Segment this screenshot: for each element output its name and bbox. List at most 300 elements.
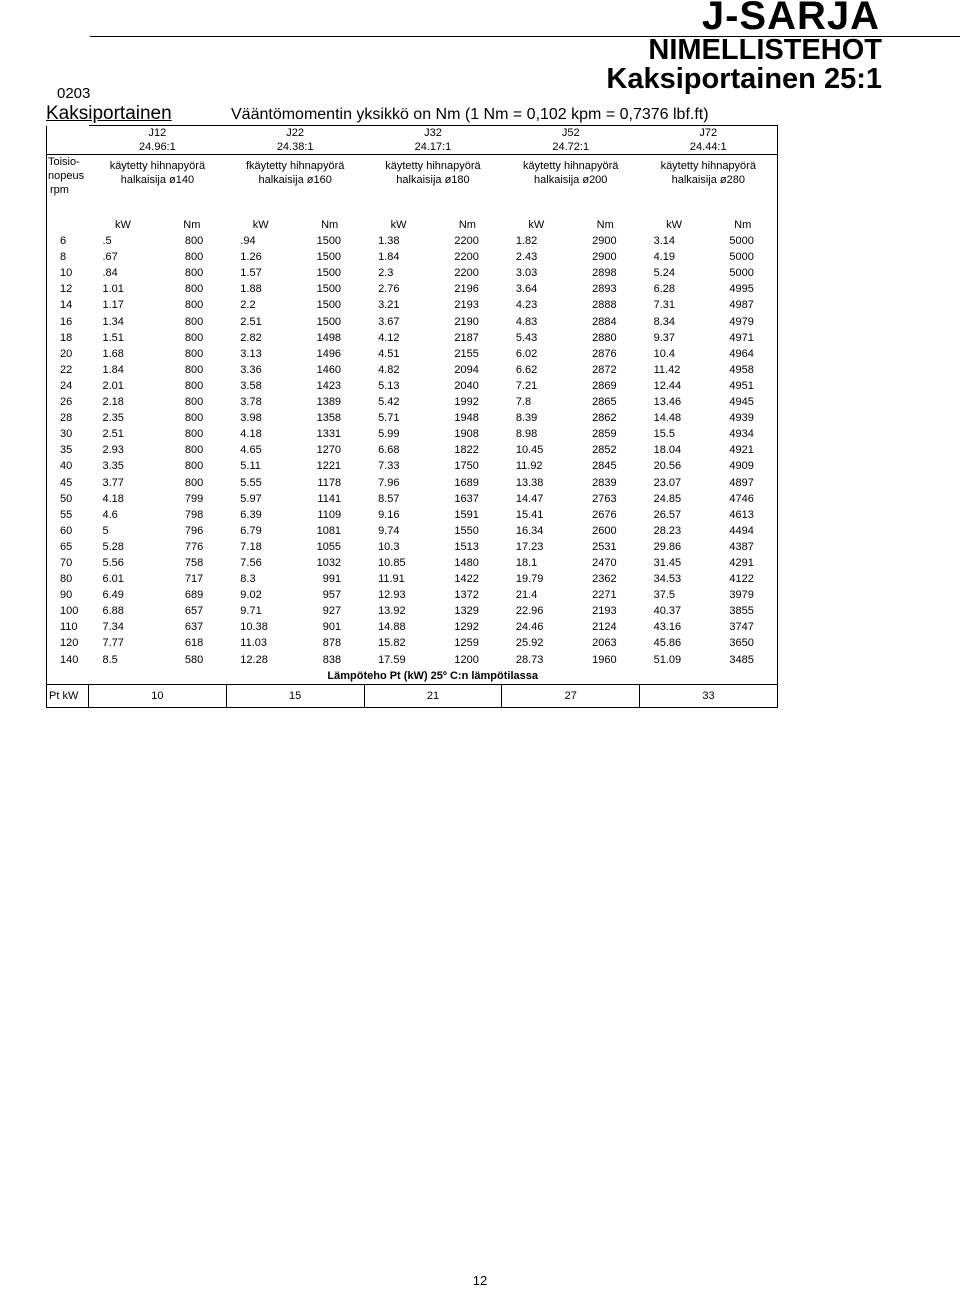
- kw-value: 28.73: [515, 653, 544, 666]
- pulley-desc: [226, 155, 364, 188]
- nm-value: 1292: [454, 621, 479, 634]
- kw-value: 3.13: [240, 347, 262, 360]
- kw-value: 9.37: [653, 331, 676, 344]
- nm-value: 2470: [592, 556, 617, 569]
- kw-value: 12.93: [378, 589, 406, 602]
- kw-value: 6.01: [102, 573, 124, 586]
- nm-value: 758: [184, 556, 204, 569]
- nm-value: 2876: [592, 347, 617, 360]
- nm-value: 4951: [709, 378, 778, 394]
- rpm-value: 45: [47, 475, 89, 491]
- nm-value: 927: [322, 605, 342, 618]
- kw-value: 3.77: [102, 476, 124, 489]
- nm-value: 1500: [316, 315, 342, 328]
- kw-value: 23.07: [653, 476, 682, 489]
- nm-value: 1480: [454, 556, 479, 569]
- nm-value: 4613: [709, 507, 778, 523]
- nm-value: 1500: [316, 299, 342, 312]
- table-row: [47, 314, 778, 330]
- nm-value: 800: [184, 331, 204, 344]
- kw-value: 1.34: [102, 315, 124, 328]
- table-row: [47, 555, 778, 571]
- model-ratio: 24.38:1: [276, 141, 314, 153]
- nm-value: 4494: [709, 523, 778, 539]
- kw-value: 13.38: [515, 476, 544, 489]
- pulley-desc-line2: halkaisija ø160: [258, 174, 332, 186]
- pulley-desc-line2: halkaisija ø200: [534, 174, 608, 186]
- nm-value: 1423: [316, 379, 342, 392]
- pt-row: [47, 684, 778, 707]
- kw-value: 5.43: [515, 331, 538, 344]
- nm-value: 2063: [592, 637, 617, 650]
- nm-value: 1270: [316, 444, 342, 457]
- nm-value: 1460: [316, 363, 342, 376]
- rpm-value: 50: [47, 491, 89, 507]
- nm-value: 2763: [592, 492, 617, 505]
- kw-value: 4.6: [102, 508, 118, 521]
- kw-value: 8.98: [515, 428, 538, 441]
- rpm-value: 10: [47, 265, 89, 281]
- nm-value: 1496: [316, 347, 342, 360]
- kw-value: 1.17: [102, 299, 124, 312]
- kw-value: 5: [102, 524, 109, 537]
- nm-value: 3650: [709, 635, 778, 651]
- model-name: J52: [502, 126, 640, 141]
- nm-value: 1055: [316, 540, 342, 553]
- nm-value: 1750: [454, 460, 479, 473]
- kw-value: 9.74: [378, 524, 400, 537]
- kw-value: 22.96: [515, 605, 544, 618]
- table-row: [47, 507, 778, 523]
- kw-value: 6.88: [102, 605, 124, 618]
- kw-value: 9.02: [240, 589, 262, 602]
- model-ratio-row: [47, 140, 778, 155]
- nm-value: 2531: [592, 540, 617, 553]
- table-row: [47, 265, 778, 281]
- nm-value: 2094: [454, 363, 479, 376]
- rpm-value: 140: [47, 652, 89, 668]
- kw-value: .67: [102, 251, 118, 264]
- unit-nm: Nm: [709, 217, 778, 233]
- nm-value: 1141: [317, 492, 342, 505]
- nm-value: 2200: [454, 267, 479, 280]
- nm-value: 1221: [316, 460, 342, 473]
- rpm-value: 120: [47, 635, 89, 651]
- kw-value: 15.5: [653, 428, 676, 441]
- kw-value: 34.53: [653, 573, 682, 586]
- kw-value: 11.03: [240, 637, 267, 650]
- nm-value: 2839: [592, 476, 617, 489]
- rpm-value: 18: [47, 330, 89, 346]
- rpm-value: 30: [47, 426, 89, 442]
- rpm-value: 80: [47, 571, 89, 587]
- heat-rating-row: [47, 668, 778, 685]
- nm-value: 1372: [454, 589, 479, 602]
- table-row: [47, 458, 778, 474]
- kw-value: 13.92: [378, 605, 406, 618]
- unit-kw: kW: [252, 219, 269, 231]
- kw-value: 4.65: [240, 444, 262, 457]
- nm-value: 2884: [592, 315, 617, 328]
- kw-value: 7.34: [102, 621, 124, 634]
- table-row: [47, 330, 778, 346]
- table-row: [47, 249, 778, 265]
- unit-nm: Nm: [458, 219, 476, 231]
- rpm-value: 28: [47, 410, 89, 426]
- nm-value: 3979: [709, 587, 778, 603]
- table-row: [47, 619, 778, 635]
- kw-value: 11.91: [378, 573, 405, 586]
- nm-value: 1259: [454, 637, 479, 650]
- kw-value: 29.86: [653, 540, 682, 553]
- kw-value: 4.83: [515, 315, 538, 328]
- kw-value: 6.28: [653, 283, 676, 296]
- nm-value: 901: [322, 621, 342, 634]
- nm-value: 1081: [316, 524, 342, 537]
- kw-value: 9.71: [240, 605, 262, 618]
- pulley-desc: [364, 155, 502, 188]
- table-row: [47, 635, 778, 651]
- pulley-desc-line1: käytetty hihnapyörä: [523, 160, 619, 172]
- nm-value: 689: [184, 589, 204, 602]
- nm-value: 4921: [709, 442, 778, 458]
- rpm-value: 35: [47, 442, 89, 458]
- nm-value: 2900: [592, 251, 617, 264]
- pulley-desc: [502, 155, 640, 188]
- kw-value: 7.96: [378, 476, 400, 489]
- nm-value: 2869: [592, 379, 617, 392]
- nm-value: 838: [322, 653, 342, 666]
- kw-value: 7.33: [378, 460, 400, 473]
- kw-value: 7.18: [240, 540, 262, 553]
- kw-value: 10.3: [378, 540, 400, 553]
- kw-value: 24.46: [515, 621, 544, 634]
- nm-value: 2676: [592, 508, 617, 521]
- nm-value: 2880: [592, 331, 617, 344]
- kw-value: 6.39: [240, 508, 262, 521]
- nm-value: 2196: [454, 283, 479, 296]
- pulley-desc: [640, 155, 778, 188]
- nm-value: 1637: [454, 492, 479, 505]
- kw-value: 40.37: [653, 605, 682, 618]
- nm-value: 800: [184, 460, 204, 473]
- nm-value: 1822: [454, 444, 479, 457]
- nm-value: 4971: [709, 330, 778, 346]
- kw-value: 10.45: [515, 444, 544, 457]
- kw-value: 12.44: [653, 379, 682, 392]
- nm-value: 1591: [454, 508, 479, 521]
- unit-nm: Nm: [183, 219, 201, 231]
- table-row: [47, 378, 778, 394]
- kw-value: 13.46: [653, 396, 682, 409]
- rpm-value: 100: [47, 603, 89, 619]
- kw-value: 3.98: [240, 412, 262, 425]
- kw-value: 7.21: [515, 379, 538, 392]
- nm-value: 4122: [709, 571, 778, 587]
- spacer-row: [47, 187, 778, 217]
- nm-value: 991: [322, 573, 342, 586]
- pulley-row: [47, 155, 778, 188]
- kw-value: 6.49: [102, 589, 124, 602]
- table-row: [47, 362, 778, 378]
- nm-value: 2124: [592, 621, 617, 634]
- unit-kw: kW: [390, 219, 407, 231]
- kw-value: 19.79: [515, 573, 544, 586]
- kw-value: 3.03: [515, 267, 538, 280]
- pulley-desc-line2: halkaisija ø180: [396, 174, 470, 186]
- model-ratio: 24.72:1: [552, 141, 590, 153]
- rpm-value: 6: [47, 233, 89, 249]
- kw-value: 8.34: [653, 315, 676, 328]
- rpm-value: 20: [47, 346, 89, 362]
- pulley-desc-line2: halkaisija ø140: [120, 174, 195, 186]
- nm-value: 800: [184, 428, 204, 441]
- nm-value: 1032: [316, 556, 342, 569]
- nm-value: 4958: [709, 362, 778, 378]
- nm-value: 3485: [709, 652, 778, 668]
- kw-value: 1.88: [240, 283, 262, 296]
- catalog-subtitle: NIMELLISTEHOT: [648, 34, 882, 66]
- pt-value: 15: [226, 684, 364, 707]
- rpm-value: 40: [47, 458, 89, 474]
- nm-value: 796: [184, 524, 204, 537]
- nm-value: 800: [184, 235, 204, 248]
- kw-value: 8.5: [102, 653, 118, 666]
- nm-value: 1329: [454, 605, 479, 618]
- kw-value: 4.51: [378, 347, 400, 360]
- nm-value: 5000: [709, 249, 778, 265]
- nm-value: 2859: [592, 428, 617, 441]
- kw-value: 4.82: [378, 363, 400, 376]
- nm-value: 4945: [709, 394, 778, 410]
- kw-value: 3.58: [240, 379, 262, 392]
- brand-title: J-SARJA: [701, 0, 880, 38]
- kw-value: .5: [102, 235, 112, 248]
- pt-value: 21: [364, 684, 502, 707]
- nm-value: 2190: [454, 315, 479, 328]
- kw-value: 1.68: [102, 347, 124, 360]
- kw-value: 18.04: [653, 444, 682, 457]
- nm-value: 799: [184, 492, 204, 505]
- kw-value: 5.13: [378, 379, 400, 392]
- nm-value: 2898: [592, 267, 617, 280]
- kw-value: 26.57: [653, 508, 682, 521]
- kw-value: 8.39: [515, 412, 538, 425]
- kw-value: 12.28: [240, 653, 268, 666]
- kw-value: 5.55: [240, 476, 262, 489]
- rpm-value: 16: [47, 314, 89, 330]
- model-name: J32: [364, 126, 502, 141]
- nm-value: 1500: [316, 267, 342, 280]
- table-row: [47, 523, 778, 539]
- pt-value: 33: [640, 684, 778, 707]
- nm-value: 3855: [709, 603, 778, 619]
- nm-value: 2155: [454, 347, 479, 360]
- nm-value: 5000: [709, 233, 778, 249]
- nm-value: 1992: [454, 396, 479, 409]
- kw-value: 5.24: [653, 267, 676, 280]
- kw-value: 5.99: [378, 428, 400, 441]
- nm-value: 4291: [709, 555, 778, 571]
- kw-value: 10.38: [240, 621, 268, 634]
- kw-value: 6.62: [515, 363, 538, 376]
- rpm-value: 110: [47, 619, 89, 635]
- nm-value: 800: [184, 283, 204, 296]
- pulley-desc: [89, 155, 227, 188]
- kw-value: 3.14: [653, 235, 676, 248]
- kw-value: 3.78: [240, 396, 262, 409]
- kw-value: 3.36: [240, 363, 262, 376]
- nm-value: 800: [184, 299, 204, 312]
- page-number: 12: [472, 1273, 488, 1288]
- kw-value: 5.42: [378, 396, 400, 409]
- kw-value: .84: [102, 267, 118, 280]
- nm-value: 1550: [454, 524, 479, 537]
- model-ratio: 24.44:1: [640, 140, 778, 155]
- nm-value: 2872: [592, 363, 617, 376]
- nm-value: 2193: [454, 299, 479, 312]
- nm-value: 800: [184, 412, 204, 425]
- table-row: [47, 491, 778, 507]
- kw-value: 2.76: [378, 283, 400, 296]
- model-name: J22: [226, 126, 364, 141]
- table-row: [47, 571, 778, 587]
- nm-value: 800: [184, 251, 204, 264]
- nm-value: 1389: [316, 396, 342, 409]
- kw-value: 4.18: [240, 428, 262, 441]
- model-name: J72: [640, 126, 778, 141]
- nm-value: 800: [184, 267, 204, 280]
- kw-value: 5.71: [378, 412, 400, 425]
- table-row: [47, 410, 778, 426]
- nm-value: 3747: [709, 619, 778, 635]
- nm-value: 878: [322, 637, 342, 650]
- kw-value: 2.35: [102, 412, 124, 425]
- kw-value: 10.4: [653, 347, 676, 360]
- table-row: [47, 426, 778, 442]
- kw-value: 37.5: [653, 589, 676, 602]
- nm-value: 2888: [592, 299, 617, 312]
- pulley-desc-line2: halkaisija ø280: [671, 174, 745, 186]
- nm-value: 800: [184, 315, 204, 328]
- pulley-desc-line1: käytetty hihnapyörä: [660, 160, 756, 172]
- nm-value: 4987: [709, 297, 778, 313]
- kw-value: 3.35: [102, 460, 124, 473]
- rpm-value: 90: [47, 587, 89, 603]
- nm-value: 4995: [709, 281, 778, 297]
- rpm-value: 22: [47, 362, 89, 378]
- nm-value: 776: [184, 540, 204, 553]
- kw-value: 4.18: [102, 492, 124, 505]
- rpm-value: 8: [47, 249, 89, 265]
- kw-value: 6.68: [378, 444, 400, 457]
- pulley-desc-line1: käytetty hihnapyörä: [385, 160, 481, 172]
- kw-value: 15.82: [378, 637, 406, 650]
- kw-value: 2.51: [102, 428, 124, 441]
- nm-value: 4964: [709, 346, 778, 362]
- kw-value: 16.34: [515, 524, 544, 537]
- kw-value: 1.82: [515, 235, 538, 248]
- kw-value: 1.84: [378, 251, 400, 264]
- rpm-value: 26: [47, 394, 89, 410]
- kw-value: 18.1: [515, 556, 538, 569]
- kw-value: 25.92: [515, 637, 544, 650]
- nm-value: 1498: [316, 331, 342, 344]
- kw-value: 1.38: [378, 235, 400, 248]
- table-row: [47, 394, 778, 410]
- nm-value: 2200: [454, 235, 479, 248]
- kw-value: 7.8: [515, 396, 532, 409]
- nm-value: 1500: [316, 283, 342, 296]
- kw-value: 1.01: [102, 283, 124, 296]
- unit-nm: Nm: [596, 219, 614, 231]
- kw-value: 7.31: [653, 299, 676, 312]
- kw-value: 7.56: [240, 556, 262, 569]
- nm-value: 1331: [316, 428, 342, 441]
- kw-value: 15.41: [515, 508, 544, 521]
- kw-value: 6.79: [240, 524, 262, 537]
- nm-value: 657: [184, 605, 204, 618]
- nm-value: 4979: [709, 314, 778, 330]
- rpm-value: 24: [47, 378, 89, 394]
- nm-value: 580: [184, 653, 204, 666]
- model-ratio: 24.96:1: [139, 141, 176, 153]
- kw-value: 2.93: [102, 444, 124, 457]
- table-row: [47, 233, 778, 249]
- nm-value: 1908: [454, 428, 479, 441]
- nm-value: 957: [322, 589, 342, 602]
- nm-value: 4934: [709, 426, 778, 442]
- kw-value: 4.19: [653, 251, 676, 264]
- nm-value: 2852: [592, 444, 617, 457]
- nm-value: 800: [184, 476, 204, 489]
- nm-value: 717: [184, 573, 204, 586]
- kw-value: 2.51: [240, 315, 262, 328]
- kw-value: 17.23: [515, 540, 544, 553]
- unit-kw: kW: [115, 219, 131, 231]
- nm-value: 5000: [709, 265, 778, 281]
- model-ratio: 24.17:1: [414, 141, 452, 153]
- nm-value: 2040: [454, 379, 479, 392]
- kw-value: 21.4: [515, 589, 538, 602]
- table-row: [47, 587, 778, 603]
- kw-value: 5.97: [240, 492, 262, 505]
- kw-value: 14.48: [653, 412, 682, 425]
- kw-value: 28.23: [653, 524, 682, 537]
- ratings-table: [46, 125, 778, 708]
- kw-value: 1.84: [102, 363, 124, 376]
- nm-value: 4387: [709, 539, 778, 555]
- nm-value: 2187: [454, 331, 479, 344]
- kw-value: 31.45: [653, 556, 682, 569]
- nm-value: 1422: [454, 573, 479, 586]
- kw-value: .94: [240, 235, 256, 248]
- pulley-desc-line1: fkäytetty hihnapyörä: [245, 160, 345, 172]
- kw-value: 5.56: [102, 556, 124, 569]
- unit-kw: kW: [666, 219, 683, 231]
- nm-value: 2362: [592, 573, 617, 586]
- table-row: [47, 442, 778, 458]
- kw-value: 11.92: [515, 460, 543, 473]
- section-title: Kaksiportainen: [46, 103, 172, 124]
- kw-value: 8.57: [378, 492, 400, 505]
- rpm-header: [47, 155, 89, 218]
- unit-nm: Nm: [321, 219, 339, 231]
- nm-value: 2900: [592, 235, 617, 248]
- table-row: [47, 603, 778, 619]
- kw-value: 2.3: [378, 267, 394, 280]
- table-row: [47, 475, 778, 491]
